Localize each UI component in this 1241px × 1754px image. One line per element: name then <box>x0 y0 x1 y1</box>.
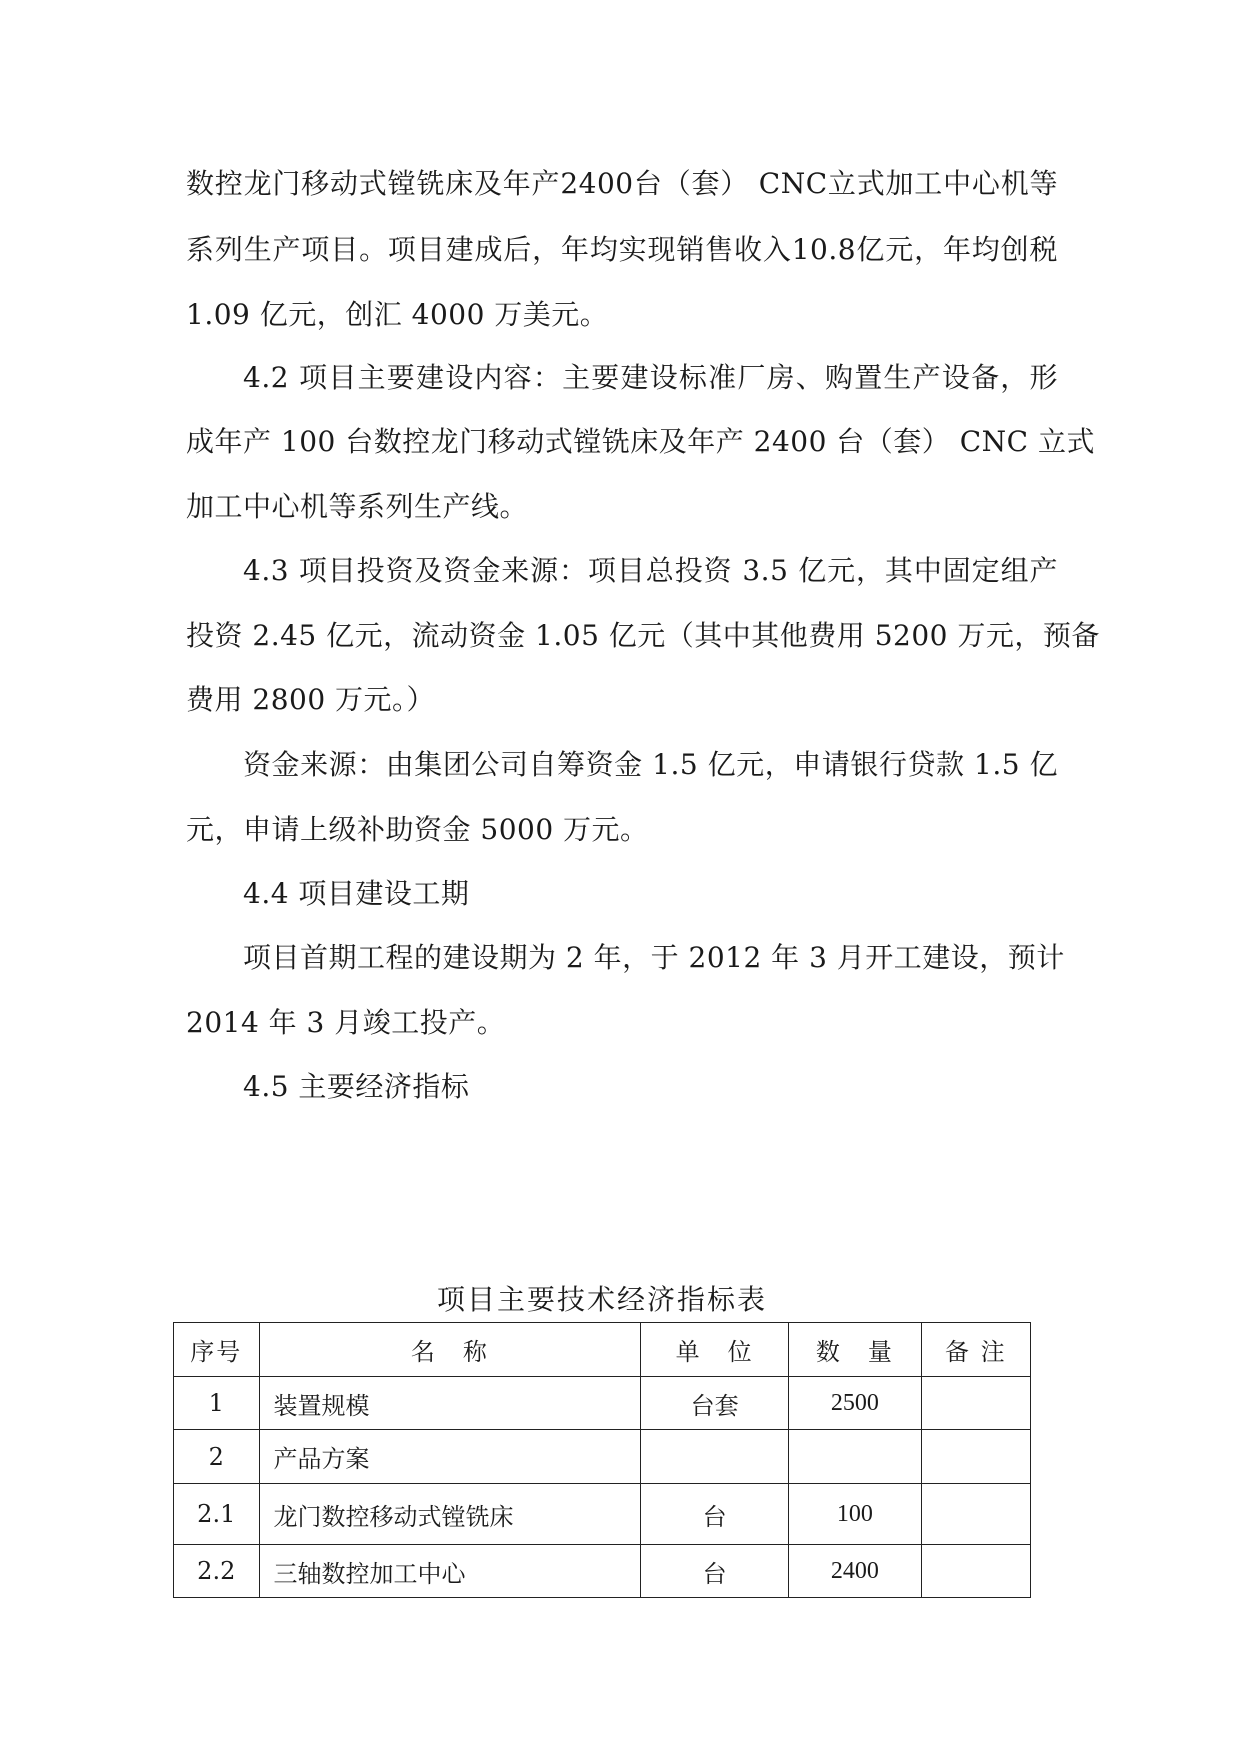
cell-unit <box>641 1430 789 1484</box>
paragraph-1-line-3: 1.09 亿元，创汇 4000 万美元。 <box>186 298 609 331</box>
cell-note <box>921 1484 1030 1545</box>
paragraph-1-line-1: 数控龙门移动式镗铣床及年产2400台（套） CNC立式加工中心机等 <box>186 167 1058 200</box>
cell-no: 2 <box>174 1430 260 1484</box>
cell-name: 装置规模 <box>259 1377 641 1430</box>
header-note: 备 注 <box>921 1323 1030 1377</box>
section-heading-4-4: 4.4 项目建设工期 <box>243 877 470 910</box>
table-row <box>174 1430 1031 1484</box>
paragraph-3-line-1: 4.3 项目投资及资金来源：项目总投资 3.5 亿元，其中固定组产 <box>243 554 1058 587</box>
table-row <box>174 1377 1031 1430</box>
cell-name: 产品方案 <box>259 1430 641 1484</box>
paragraph-2-line-1: 4.2 项目主要建设内容：主要建设标准厂房、购置生产设备，形 <box>243 361 1058 394</box>
cell-quantity: 2400 <box>789 1545 921 1598</box>
paragraph-4-line-2: 元，申请上级补助资金 5000 万元。 <box>186 813 649 846</box>
cell-no: 2.1 <box>174 1484 260 1545</box>
table-row <box>174 1545 1031 1598</box>
economic-indicators-table <box>173 1322 1031 1598</box>
paragraph-2-line-3: 加工中心机等系列生产线。 <box>186 490 529 523</box>
cell-no: 1 <box>174 1377 260 1430</box>
header-no: 序号 <box>174 1323 260 1377</box>
cell-no: 2.2 <box>174 1545 260 1598</box>
cell-quantity: 2500 <box>789 1377 921 1430</box>
cell-note <box>921 1377 1030 1430</box>
table-row <box>174 1484 1031 1545</box>
cell-unit: 台 <box>641 1545 789 1598</box>
cell-note <box>921 1430 1030 1484</box>
header-quantity: 数 量 <box>789 1323 921 1377</box>
table-title: 项目主要技术经济指标表 <box>436 1283 767 1316</box>
cell-unit: 台 <box>641 1484 789 1545</box>
paragraph-1-line-2: 系列生产项目。项目建成后，年均实现销售收入10.8亿元，年均创税 <box>186 233 1058 266</box>
cell-name: 龙门数控移动式镗铣床 <box>259 1484 641 1545</box>
section-heading-4-5: 4.5 主要经济指标 <box>243 1070 470 1103</box>
cell-name: 三轴数控加工中心 <box>259 1545 641 1598</box>
paragraph-4-line-1: 资金来源：由集团公司自筹资金 1.5 亿元，申请银行贷款 1.5 亿 <box>243 748 1058 781</box>
header-name: 名 称 <box>259 1323 641 1377</box>
table-header-row <box>174 1323 1031 1377</box>
cell-quantity: 100 <box>789 1484 921 1545</box>
paragraph-3-line-3: 费用 2800 万元。） <box>186 683 436 716</box>
header-unit: 单 位 <box>641 1323 789 1377</box>
paragraph-6-line-2: 2014 年 3 月竣工投产。 <box>186 1006 506 1039</box>
cell-unit: 台套 <box>641 1377 789 1430</box>
paragraph-6-line-1: 项目首期工程的建设期为 2 年，于 2012 年 3 月开工建设，预计 <box>243 941 1065 974</box>
cell-quantity <box>789 1430 921 1484</box>
paragraph-2-line-2: 成年产 100 台数控龙门移动式镗铣床及年产 2400 台（套） CNC 立式 <box>186 425 1095 458</box>
cell-note <box>921 1545 1030 1598</box>
paragraph-3-line-2: 投资 2.45 亿元，流动资金 1.05 亿元（其中其他费用 5200 万元，预备 <box>186 619 1100 652</box>
